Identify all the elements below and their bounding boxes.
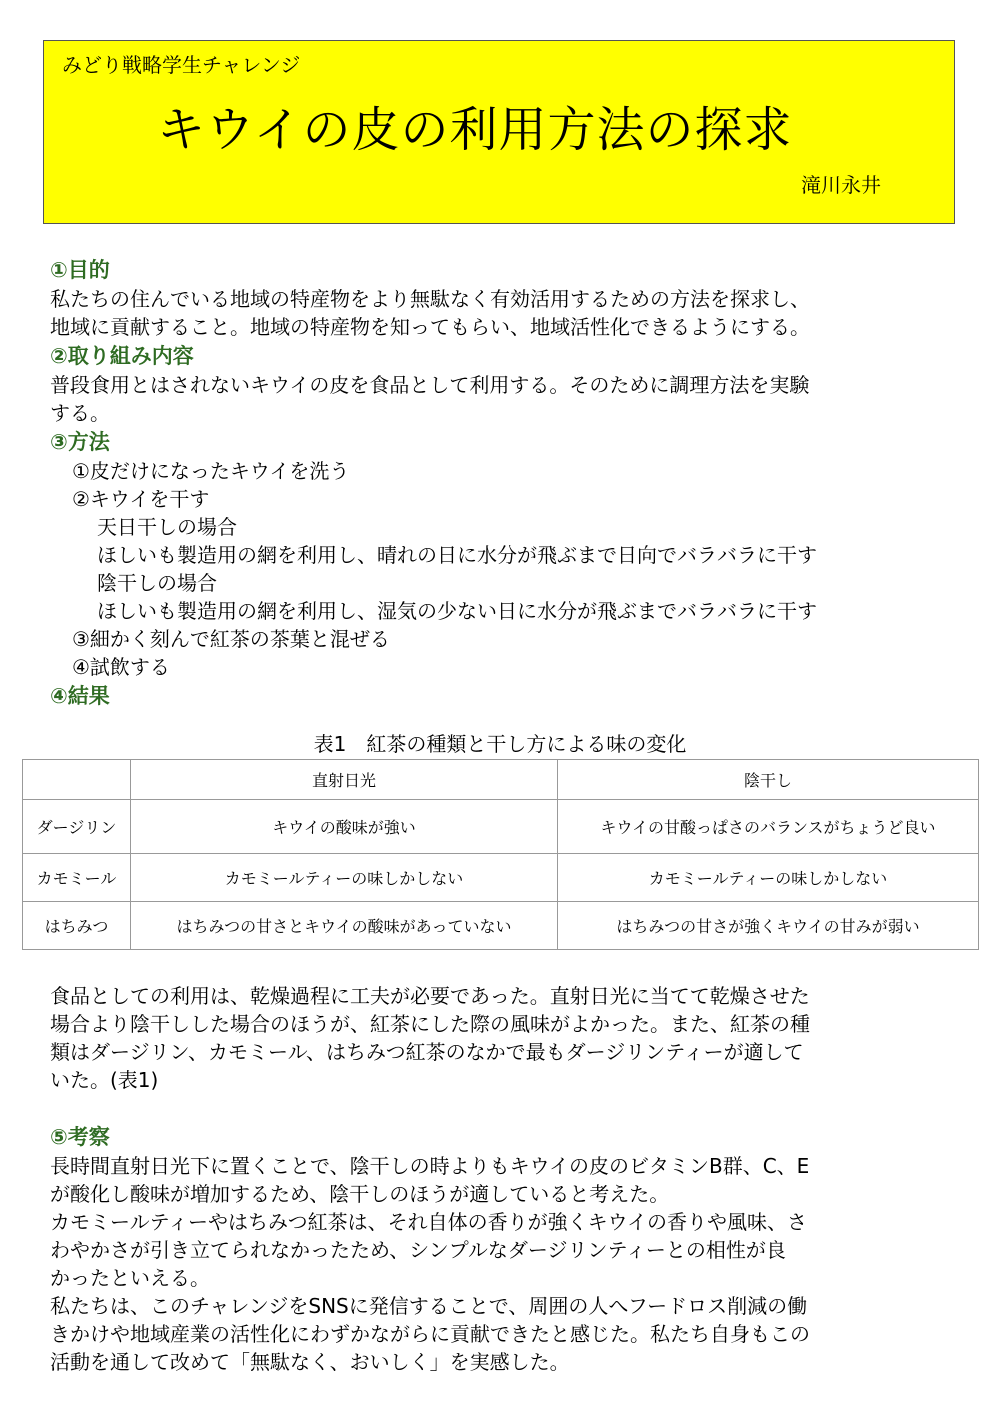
discussion-line: わやかさが引き立てられなかったため、シンプルなダージリンティーとの相性が良 [50,1238,786,1262]
table-cell: カモミールティーの味しかしない [131,854,558,902]
discussion-line: 長時間直射日光下に置くことで、陰干しの時よりもキウイの皮のビタミンB群、C、E [50,1154,810,1178]
results-line: 類はダージリン、カモミール、はちみつ紅茶のなかで最もダージリンティーが適して [50,1040,804,1064]
method-sub-title: 陰干しの場合 [97,571,217,595]
results-line: 場合より陰干しした場合のほうが、紅茶にした際の風味がよかった。また、紅茶の種 [50,1012,810,1036]
method-step: ④試飲する [72,655,170,679]
section-heading-discussion: ⑤考察 [50,1125,110,1149]
section-heading-purpose: ①目的 [50,258,110,282]
header-box [43,40,955,224]
method-sub-desc: ほしいも製造用の網を利用し、湿気の少ない日に水分が飛ぶまでバラバラに干す [97,599,817,623]
table-row [23,902,979,950]
discussion-line: が酸化し酸味が増加するため、陰干しのほうが適していると考えた。 [50,1182,670,1206]
results-table [22,759,979,950]
method-sub-desc: ほしいも製造用の網を利用し、晴れの日に水分が飛ぶまで日向でバラバラに干す [97,543,817,567]
method-sub-title: 天日干しの場合 [97,515,237,539]
results-discussion-body [50,982,960,1376]
discussion-line: かったといえる。 [50,1266,210,1290]
results-line: 食品としての利用は、乾燥過程に工夫が必要であった。直射日光に当てて乾燥させた [50,984,810,1008]
section-heading-approach: ②取り組み内容 [50,344,194,368]
discussion-line: 私たちは、このチャレンジをSNSに発信することで、周囲の人へフードロス削減の働 [50,1294,808,1318]
method-step: ①皮だけになったキウイを洗う [72,459,350,483]
table-cell: キウイの甘酸っぱさのバランスがちょうど良い [558,800,979,854]
table-header-cell: 陰干し [558,760,979,800]
purpose-line: 私たちの住んでいる地域の特産物をより無駄なく有効活用するための方法を探求し、 [50,287,810,311]
approach-line: 普段食用とはされないキウイの皮を食品として利用する。そのために調理方法を実験 [50,373,810,397]
results-line: いた。(表1) [50,1068,159,1092]
table-cell: カモミール [23,854,131,902]
main-body [50,255,960,711]
table-cell: はちみつ [23,902,131,950]
method-step: ③細かく刻んで紅茶の茶葉と混ぜる [72,627,390,651]
table-cell: ダージリン [23,800,131,854]
discussion-line: きかけや地域産業の活性化にわずかながらに貢献できたと感じた。私たち自身もこの [50,1322,810,1346]
table-header-cell [23,760,131,800]
discussion-line: カモミールティーやはちみつ紅茶は、それ自体の香りが強くキウイの香りや風味、さ [50,1210,807,1234]
section-heading-results: ④結果 [50,684,110,708]
table-row [23,854,979,902]
table-cell: カモミールティーの味しかしない [558,854,979,902]
page-title: キウイの皮の利用方法の探求 [157,102,793,158]
table-cell: はちみつの甘さが強くキウイの甘みが弱い [558,902,979,950]
table-row [23,800,979,854]
header-subtitle: みどり戦略学生チャレンジ [62,53,301,77]
table-cell: キウイの酸味が強い [131,800,558,854]
table-cell: はちみつの甘さとキウイの酸味があっていない [131,902,558,950]
section-heading-method: ③方法 [50,430,110,454]
table-caption: 表1 紅茶の種類と干し方による味の変化 [313,732,687,756]
table-header-cell: 直射日光 [131,760,558,800]
discussion-line: 活動を通して改めて「無駄なく、おいしく」を実感した。 [50,1350,570,1374]
purpose-line: 地域に貢献すること。地域の特産物を知ってもらい、地域活性化できるようにする。 [50,315,810,339]
approach-line: する。 [50,401,110,425]
author-name: 滝川永井 [801,173,881,197]
spacer [50,1094,960,1122]
table-header-row [23,760,979,800]
method-step: ②キウイを干す [72,487,210,511]
